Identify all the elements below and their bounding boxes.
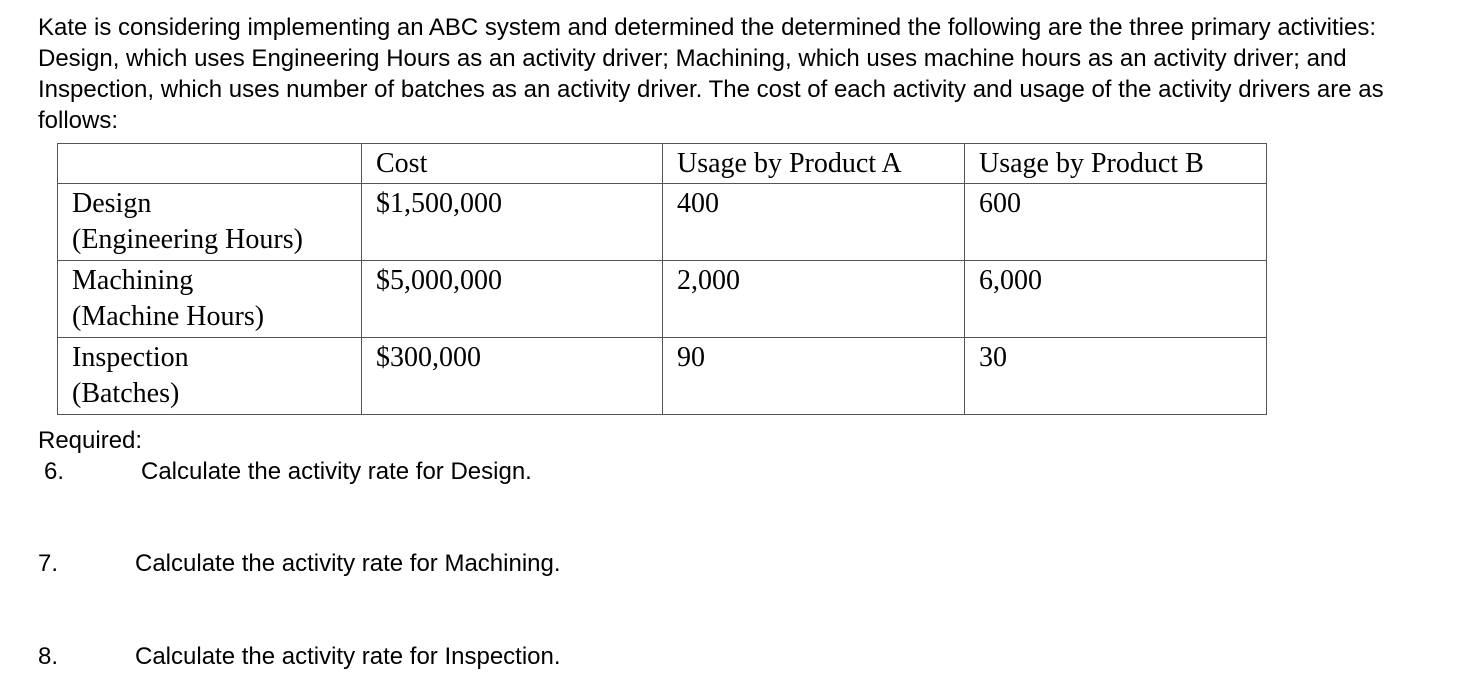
- table-row: [58, 184, 1267, 261]
- usage-a-cell: 400: [663, 184, 965, 261]
- question-7: [38, 549, 561, 579]
- question-number: 8.: [38, 643, 59, 670]
- activity-driver: (Engineering Hours): [72, 224, 303, 255]
- cost-cell: $1,500,000: [362, 184, 663, 261]
- activity-driver: (Batches): [72, 378, 180, 409]
- usage-b-cell: 6,000: [965, 261, 1267, 338]
- question-number: 6.: [44, 458, 65, 485]
- usage-b-cell: 600: [965, 184, 1267, 261]
- table-row: [58, 338, 1267, 415]
- cost-cell: $5,000,000: [362, 261, 663, 338]
- activity-cell: [58, 338, 362, 415]
- usage-b-cell: 30: [965, 338, 1267, 415]
- question-6: [44, 457, 532, 487]
- header-blank: [58, 144, 362, 184]
- intro-paragraph: Kate is considering implementing an ABC system and determined the determined the following are the three primary activities: Design, which uses Engineering Hours as an activity driver; Machining, which uses machine hours as an activity driver; and Inspection, which uses number of batches as an activity driver. The cost of each activity and usage of the activity drivers are as follows:: [38, 14, 1384, 134]
- usage-a-cell: 90: [663, 338, 965, 415]
- question-8: [38, 642, 561, 672]
- table-header-row: [58, 144, 1267, 184]
- activity-name: Design: [72, 188, 152, 219]
- header-usage-a: Usage by Product A: [663, 144, 965, 184]
- usage-a-cell: 2,000: [663, 261, 965, 338]
- header-cost: Cost: [362, 144, 663, 184]
- activity-cell: [58, 184, 362, 261]
- question-number: 7.: [38, 550, 59, 577]
- table-row: [58, 261, 1267, 338]
- cost-cell: $300,000: [362, 338, 663, 415]
- activity-driver: (Machine Hours): [72, 301, 265, 332]
- question-text: Calculate the activity rate for Design.: [141, 458, 532, 485]
- activity-cost-table: [57, 143, 1267, 415]
- activity-name: Inspection: [72, 342, 189, 373]
- question-text: Calculate the activity rate for Machining.: [135, 550, 561, 577]
- activity-name: Machining: [72, 265, 194, 296]
- header-usage-b: Usage by Product B: [965, 144, 1267, 184]
- question-text: Calculate the activity rate for Inspection.: [135, 643, 561, 670]
- required-heading: Required:: [38, 427, 143, 454]
- activity-cell: [58, 261, 362, 338]
